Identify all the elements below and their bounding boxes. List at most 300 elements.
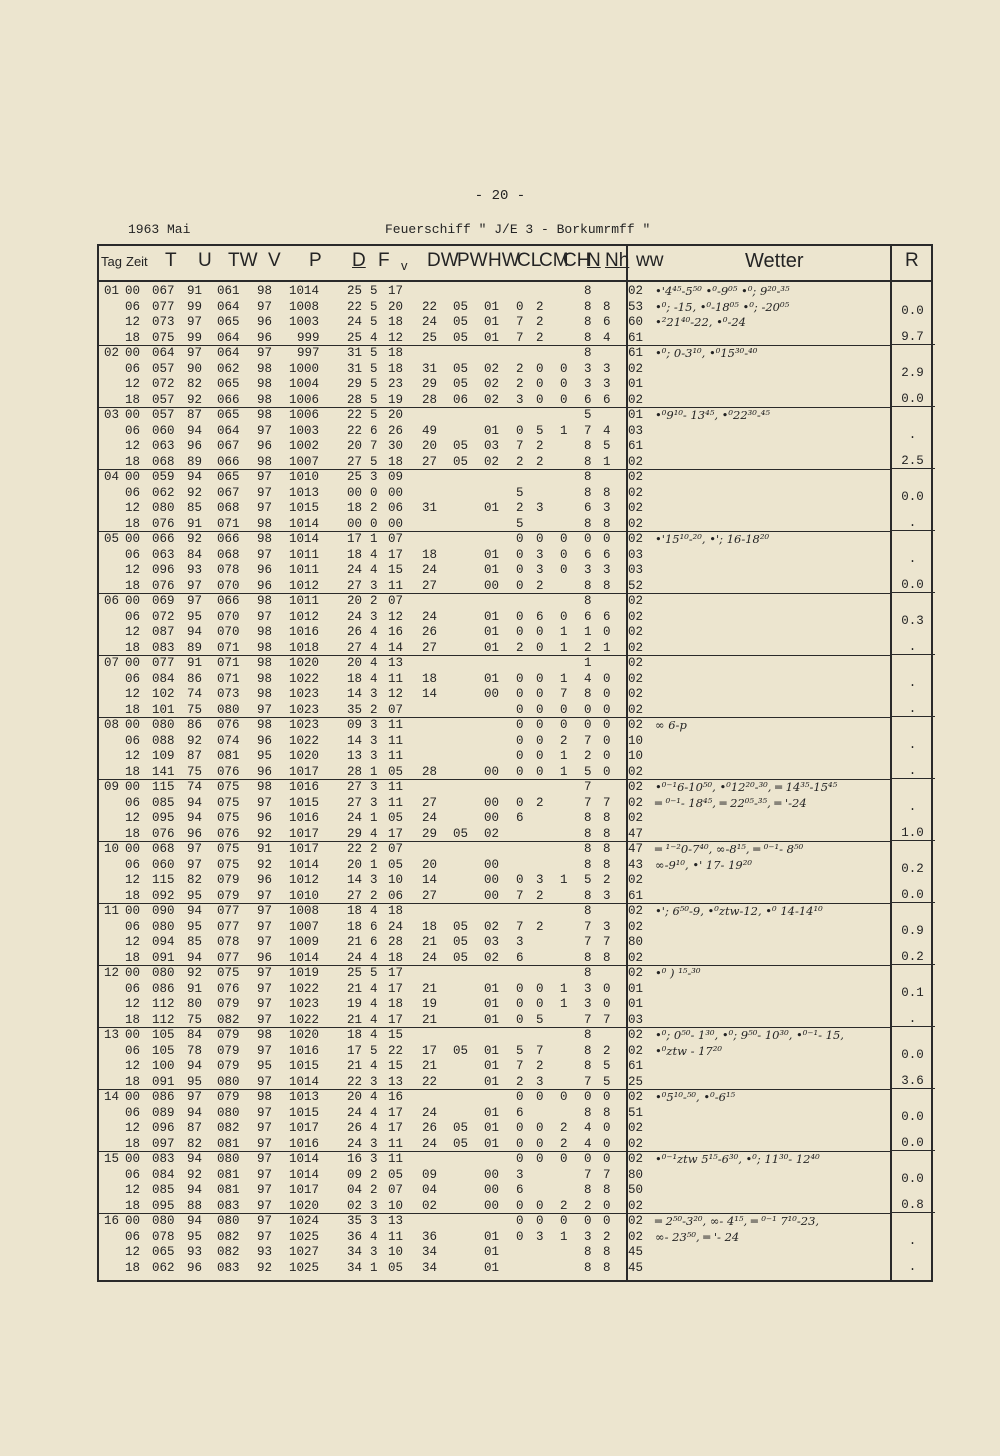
cell-nh: 6 [603,315,611,329]
cell-u: 97 [187,346,203,360]
cell-p: 1014 [289,1074,320,1089]
table-row [99,641,935,657]
cell-nh: 1 [603,640,611,655]
cell-u: 87 [187,1121,203,1135]
cell-tw: 079 [217,1043,240,1058]
cell-t: 080 [152,718,175,732]
cell-zeit: 00 [125,904,141,918]
cell-pw: 05 [453,454,469,469]
cell-dw: 18 [422,919,438,934]
cell-ww: 01 [628,408,644,422]
cell-hw: 01 [484,640,500,655]
cell-p: 1020 [289,656,320,670]
cell-zeit: 12 [125,873,141,887]
cell-p: 1011 [289,563,320,577]
cell-v: 97 [257,423,273,438]
table-row [99,811,935,827]
table-row [99,1199,935,1215]
cell-f: 3 [370,1074,378,1089]
cell-v: 97 [257,1043,273,1058]
cell-v: 18 [388,361,404,376]
cell-ww: 50 [628,1183,644,1197]
cell-f: 2 [370,1167,378,1182]
cell-tw: 074 [217,733,240,748]
cell-zeit: 06 [125,361,141,376]
cell-cm: 0 [536,764,544,779]
cell-p: 1008 [289,904,320,918]
cell-v: 98 [257,361,273,376]
page-number: - 20 - [474,188,526,204]
r-value: 9.7 [901,330,924,344]
cell-ch: 0 [560,377,568,391]
cell-v: 96 [257,811,273,825]
cell-d: 22 [347,842,363,856]
cell-d: 34 [347,1260,363,1275]
cell-zeit: 12 [125,625,141,639]
cell-zeit: 12 [125,997,141,1011]
cell-ww: 61 [628,1059,644,1073]
cell-nh: 0 [603,702,611,717]
wetter-note: ∞-9¹⁰, •' 17- 19²⁰ [655,857,752,872]
cell-tw: 081 [217,1167,240,1182]
cell-zeit: 06 [125,485,141,500]
cell-n: 4 [584,1121,592,1135]
cell-cl: 0 [516,1090,524,1104]
cell-v: 97 [257,299,273,314]
cell-n: 3 [584,997,592,1011]
cell-cm: 0 [536,361,544,376]
cell-tw: 075 [217,811,240,825]
cell-d: 14 [347,873,363,887]
cell-f: 5 [370,408,378,422]
cell-tw: 068 [217,547,240,562]
cell-u: 95 [187,1074,203,1089]
table-row [99,362,935,378]
cell-n: 8 [584,1245,592,1259]
cell-v: 05 [388,764,404,779]
cell-v: 97 [257,501,273,515]
day-tag: 15 [104,1152,120,1166]
cell-tw: 065 [217,470,240,484]
cell-pw: 05 [453,1121,469,1135]
cell-v: 24 [388,919,404,934]
cell-zeit: 12 [125,811,141,825]
cell-dw: 20 [422,857,438,872]
cell-ww: 01 [628,981,644,996]
cell-v: 11 [388,578,404,593]
cell-dw: 24 [422,1105,438,1120]
wetter-note: •⁰; 0-3¹⁰, •⁰15³⁰-⁴⁰ [655,346,758,360]
cell-zeit: 00 [125,780,141,794]
col-zeit: Zeit [126,254,148,269]
cell-p: 1012 [289,609,320,624]
cell-d: 18 [347,671,363,686]
cell-tw: 080 [217,1152,240,1166]
cell-nh: 2 [603,1043,611,1058]
cell-n: 8 [584,470,592,484]
cell-zeit: 06 [125,671,141,686]
cell-zeit: 00 [125,966,141,980]
cell-dw: 28 [422,764,438,779]
cell-d: 29 [347,826,363,841]
day-tag: 12 [104,966,120,980]
cell-d: 17 [347,532,363,546]
day-tag: 11 [104,904,120,918]
cell-n: 8 [584,811,592,825]
cell-f: 4 [370,981,378,996]
cell-d: 17 [347,1043,363,1058]
cell-t: 112 [152,997,175,1011]
cell-u: 78 [187,1043,203,1058]
cell-nh: 2 [603,1229,611,1244]
cell-tw: 078 [217,935,240,949]
cell-hw: 02 [484,377,500,391]
cell-dw: 02 [422,1198,438,1213]
cell-n: 7 [584,935,592,949]
r-divider [890,964,935,965]
cell-dw: 25 [422,330,438,345]
cell-t: 076 [152,826,175,841]
cell-t: 086 [152,1090,175,1104]
cell-t: 095 [152,811,175,825]
cell-v: 96 [257,315,273,329]
cell-hw: 01 [484,609,500,624]
cell-ww: 02 [628,284,644,298]
cell-v: 98 [257,392,273,407]
cell-d: 25 [347,330,363,345]
cell-cm: 2 [536,315,544,329]
cell-cm: 0 [536,1214,544,1228]
cell-v: 18 [388,454,404,469]
r-value: 0.0 [901,888,924,902]
cell-ww: 02 [628,594,644,608]
cell-f: 4 [370,1105,378,1120]
cell-f: 5 [370,315,378,329]
cell-p: 1010 [289,470,320,484]
cell-tw: 064 [217,330,240,345]
cell-n: 8 [584,842,592,856]
table-row [99,997,935,1013]
cell-ww: 02 [628,485,644,500]
cell-tw: 075 [217,966,240,980]
cell-dw: 26 [422,1121,438,1135]
cell-u: 94 [187,795,203,810]
cell-v: 97 [257,485,273,500]
cell-zeit: 00 [125,346,141,360]
cell-zeit: 18 [125,764,141,779]
cell-p: 1008 [289,299,320,314]
cell-tw: 070 [217,578,240,593]
cell-cl: 2 [516,1074,524,1089]
cell-cm: 2 [536,919,544,934]
cell-t: 102 [152,687,175,701]
cell-f: 5 [370,361,378,376]
cell-dw: 22 [422,1074,438,1089]
table-row [99,501,935,517]
cell-f: 3 [370,1214,378,1228]
cell-tw: 080 [217,1214,240,1228]
cell-d: 29 [347,377,363,391]
cell-d: 20 [347,594,363,608]
table-row [99,827,935,843]
day-tag: 09 [104,780,120,794]
cell-t: 062 [152,485,175,500]
cell-ww: 02 [628,1214,644,1228]
cell-zeit: 12 [125,935,141,949]
cell-dw: 27 [422,888,438,903]
cell-tw: 075 [217,780,240,794]
cell-u: 91 [187,656,203,670]
cell-ch: 0 [560,718,568,732]
cell-zeit: 18 [125,1198,141,1213]
cell-tw: 077 [217,904,240,918]
cell-ww: 02 [628,1198,644,1213]
cell-ww: 03 [628,423,644,438]
col-cm: CM [539,250,569,271]
cell-n: 8 [584,439,592,453]
cell-nh: 0 [603,1214,611,1228]
cell-cl: 3 [516,935,524,949]
cell-zeit: 12 [125,749,141,763]
wetter-note: •⁰ztw - 17²⁰ [655,1043,722,1058]
cell-cm: 0 [536,1198,544,1213]
cell-v: 97 [257,702,273,717]
table-row [99,1059,935,1075]
cell-tw: 064 [217,346,240,360]
wetter-note: ═ 2⁵⁰-3²⁰, ∞- 4¹⁵, ═ ⁰⁻¹ 7¹⁰-23, [655,1214,820,1228]
cell-v: 97 [257,935,273,949]
cell-cl: 6 [516,811,524,825]
cell-zeit: 12 [125,439,141,453]
cell-nh: 3 [603,361,611,376]
cell-n: 7 [584,423,592,438]
cell-n: 8 [584,826,592,841]
wetter-note: •⁰; -15, •⁰-18⁰⁵ •⁰; -20⁰⁵ [655,299,790,314]
r-value: 3.6 [901,1074,924,1088]
cell-v: 06 [388,888,404,903]
cell-nh: 8 [603,842,611,856]
cell-v: 10 [388,873,404,887]
cell-n: 8 [584,966,592,980]
cell-nh: 0 [603,1152,611,1166]
table-row [99,393,935,409]
cell-f: 1 [370,764,378,779]
cell-ww: 02 [628,702,644,717]
cell-tw: 065 [217,377,240,391]
cell-d: 24 [347,609,363,624]
cell-p: 1013 [289,1090,320,1104]
col-hw: HW [488,250,520,271]
r-value: 0.0 [901,1048,924,1062]
cell-u: 82 [187,1136,203,1151]
cell-pw: 05 [453,299,469,314]
cell-u: 94 [187,625,203,639]
cell-ch: 1 [560,671,568,686]
table-row [99,873,935,889]
cell-d: 22 [347,299,363,314]
cell-n: 8 [584,454,592,469]
cell-tw: 080 [217,1105,240,1120]
cell-dw: 36 [422,1229,438,1244]
cell-nh: 0 [603,733,611,748]
cell-zeit: 18 [125,1260,141,1275]
wetter-note: •⁰9¹⁰- 13⁴⁵, •⁰22³⁰-⁴⁵ [655,408,770,422]
cell-pw: 05 [453,361,469,376]
cell-cl: 0 [516,1136,524,1151]
cell-t: 057 [152,408,175,422]
cell-ww: 02 [628,966,644,980]
cell-d: 19 [347,997,363,1011]
cell-ww: 02 [628,780,644,794]
cell-cl: 0 [516,1012,524,1027]
cell-hw: 00 [484,888,500,903]
cell-v: 98 [257,1090,273,1104]
r-value: . [908,640,917,654]
cell-n: 0 [584,1152,592,1166]
cell-v: 17 [388,1121,404,1135]
cell-f: 0 [370,485,378,500]
cell-nh: 3 [603,888,611,903]
cell-f: 3 [370,1198,378,1213]
cell-cm: 2 [536,1059,544,1073]
cell-f: 3 [370,795,378,810]
table-row [99,439,935,455]
cell-u: 80 [187,997,203,1011]
cell-cm: 3 [536,1229,544,1244]
cell-ww: 52 [628,578,644,593]
cell-u: 90 [187,361,203,376]
cell-hw: 01 [484,563,500,577]
cell-u: 75 [187,702,203,717]
table-row [99,455,935,471]
cell-nh: 3 [603,377,611,391]
table-row [99,672,935,688]
cell-t: 092 [152,888,175,903]
cell-tw: 073 [217,687,240,701]
cell-cl: 3 [516,392,524,407]
cell-cl: 2 [516,454,524,469]
cell-f: 3 [370,578,378,593]
cell-ww: 53 [628,299,644,314]
cell-nh: 5 [603,1074,611,1089]
cell-v: 97 [257,888,273,903]
cell-nh: 0 [603,718,611,732]
cell-hw: 01 [484,1043,500,1058]
cell-cm: 5 [536,1012,544,1027]
cell-f: 5 [370,1043,378,1058]
cell-ww: 10 [628,733,644,748]
header-ship: Feuerschiff " J/E 3 - Borkumrmff " [385,222,651,237]
cell-d: 18 [347,547,363,562]
cell-v: 13 [388,1214,404,1228]
table-row [99,1090,935,1106]
cell-p: 1003 [289,423,320,438]
cell-ww: 51 [628,1105,644,1120]
cell-d: 24 [347,950,363,965]
cell-n: 5 [584,408,592,422]
cell-p: 1014 [289,857,320,872]
cell-t: 105 [152,1028,175,1042]
cell-u: 92 [187,485,203,500]
cell-cl: 0 [516,702,524,717]
cell-cm: 3 [536,501,544,515]
cell-u: 89 [187,454,203,469]
cell-t: 096 [152,563,175,577]
cell-n: 8 [584,594,592,608]
cell-ch: 0 [560,702,568,717]
cell-cl: 0 [516,1229,524,1244]
cell-v: 98 [257,640,273,655]
cell-tw: 079 [217,873,240,887]
cell-tw: 066 [217,392,240,407]
day-tag: 16 [104,1214,120,1228]
cell-zeit: 06 [125,1105,141,1120]
cell-zeit: 18 [125,454,141,469]
cell-f: 5 [370,346,378,360]
cell-zeit: 06 [125,733,141,748]
cell-nh: 6 [603,547,611,562]
cell-f: 4 [370,997,378,1011]
cell-hw: 00 [484,687,500,701]
cell-zeit: 12 [125,1059,141,1073]
wetter-note: •²21⁴⁰-22, •⁰-24 [655,315,746,329]
cell-dw: 34 [422,1245,438,1259]
cell-d: 22 [347,1074,363,1089]
cell-v: 20 [388,408,404,422]
cell-dw: 29 [422,377,438,391]
cell-dw: 14 [422,873,438,887]
cell-tw: 082 [217,1012,240,1027]
cell-zeit: 18 [125,578,141,593]
cell-d: 22 [347,423,363,438]
cell-cm: 0 [536,997,544,1011]
cell-n: 8 [584,1043,592,1058]
cell-v: 06 [388,501,404,515]
cell-n: 7 [584,1012,592,1027]
cell-t: 080 [152,501,175,515]
cell-tw: 079 [217,1090,240,1104]
day-tag: 01 [104,284,120,298]
cell-v: 11 [388,1152,404,1166]
table-row [99,594,935,610]
cell-v: 97 [257,1214,273,1228]
cell-d: 25 [347,966,363,980]
cell-cm: 0 [536,377,544,391]
cell-t: 075 [152,330,175,345]
cell-nh: 0 [603,671,611,686]
cell-tw: 083 [217,1198,240,1213]
cell-nh: 8 [603,1183,611,1197]
cell-d: 20 [347,656,363,670]
cell-v: 17 [388,1105,404,1120]
cell-hw: 00 [484,1198,500,1213]
cell-p: 1007 [289,919,320,934]
cell-ww: 02 [628,1121,644,1135]
cell-u: 94 [187,904,203,918]
cell-zeit: 00 [125,718,141,732]
cell-dw: 21 [422,935,438,949]
cell-n: 2 [584,1198,592,1213]
cell-zeit: 18 [125,950,141,965]
cell-ch: 1 [560,981,568,996]
table-row [99,284,935,300]
cell-ww: 03 [628,563,644,577]
col-cl: CL [517,250,542,271]
wetter-note: •'15¹⁰-²⁰, •'; 16-18²⁰ [655,532,770,546]
cell-d: 13 [347,749,363,763]
cell-n: 8 [584,687,592,701]
cell-p: 1022 [289,671,320,686]
